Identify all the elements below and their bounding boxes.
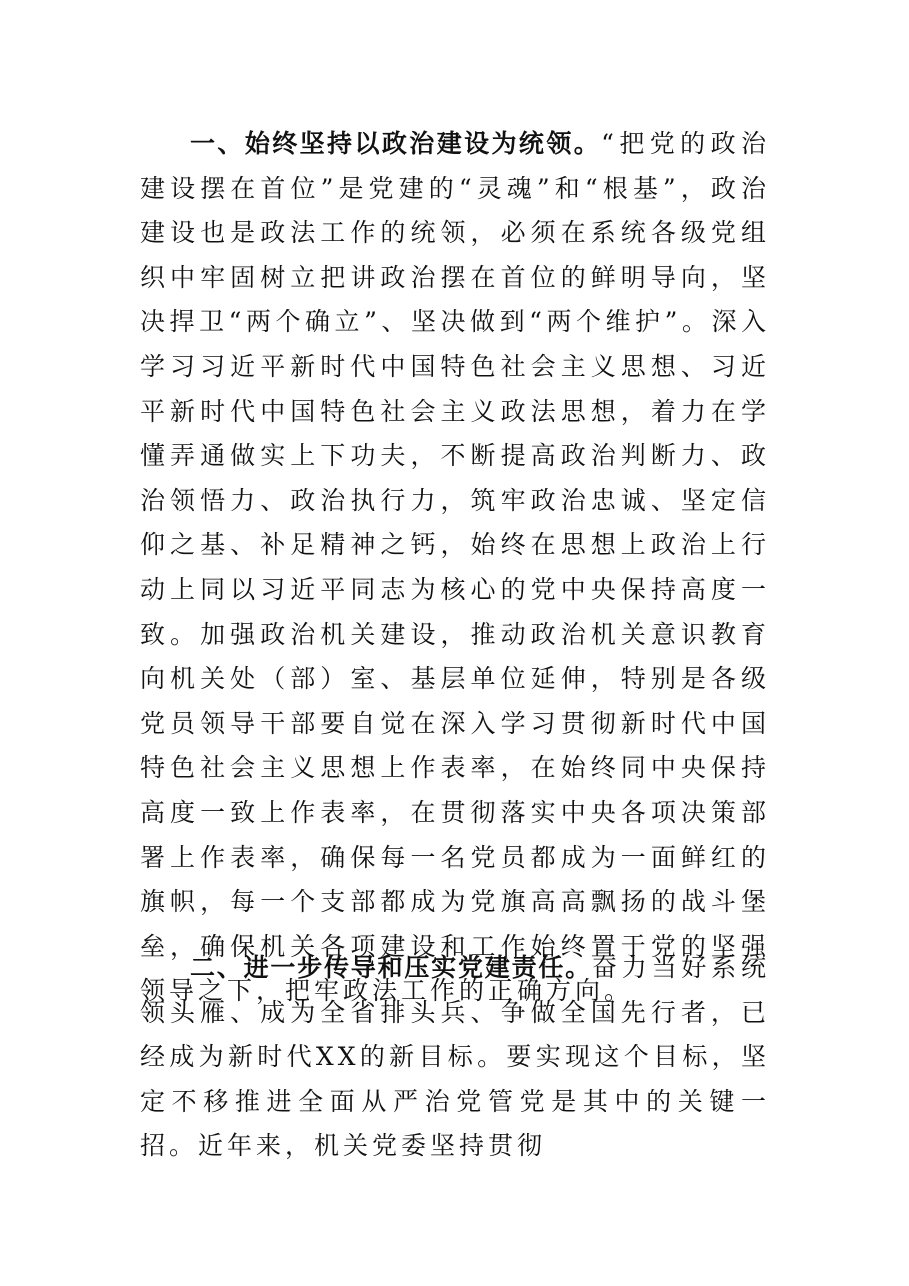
section-paragraph-2 [140, 946, 770, 1169]
section-heading-1: 一、始终坚持以政治建设为统领。 [190, 129, 602, 158]
section-body-1: “把党的政治建设摆在首位”是党建的“灵魂”和“根基”，政治建设也是政法工作的统领，必须在系统各级党组织中牢固树立把讲政治摆在首位的鲜明导向，坚决捍卫“两个确立”、坚决做到“两个维护”。深入学习习近平新时代中国特色社会主义思想、习近平新时代中国特色社会主义政法思想，着力在学懂弄通做实上下功夫，不断提高政治判断力、政治领悟力、政治执行力，筑牢政治忠诚、坚定信仰之基、补足精神之钙，始终在思想上政治上行动上同以习近平同志为核心的党中央保持高度一致。加强政治机关建设，推动政治机关意识教育向机关处（部）室、基层单位延伸，特别是各级党员领导干部要自觉在深入学习贯彻新时代中国特色社会主义思想上作表率，在始终同中央保持高度一致上作表率，在贯彻落实中央各项决策部署上作表率，确保每一名党员都成为一面鲜红的旗帜，每一个支部都成为党旗高高飘扬的战斗堡垒，确保机关各项建设和工作始终置于党的坚强领导之下，把牢政法工作的正确方向。 [140, 129, 770, 1006]
section-body-2: 奋力当好系统领头雁、成为全省排头兵、争做全国先行者，已经成为新时代XX的新目标。要实现这个目标，坚定不移推进全面从严治党管党是其中的关键一招。近年来，机关党委坚持贯彻 [140, 953, 770, 1161]
section-paragraph-1 [140, 122, 770, 1014]
section-heading-2: 二、进一步传导和压实党建责任。 [190, 953, 592, 982]
